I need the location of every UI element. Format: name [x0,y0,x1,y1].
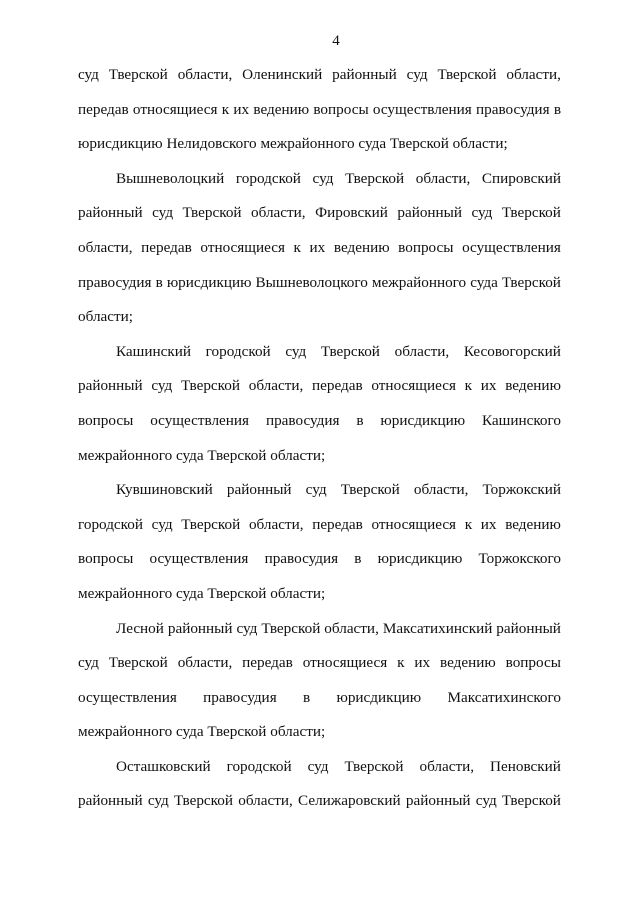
document-body [78,58,561,819]
text-line: городской суд Тверской области, передав относящиеся к их ведению [78,515,561,533]
paragraph-4 [78,473,561,611]
text-line: области, передав относящиеся к их ведению вопросы осуществления [78,238,561,256]
text-line: Осташковский городской суд Тверской области, Пеновский [116,757,561,775]
page-number: 4 [332,33,340,49]
paragraph-5 [78,612,561,750]
text-line: вопросы осуществления правосудия в юрисдикцию Торжокского [78,550,561,568]
text-line: Кашинский городской суд Тверской области, Кесовогорский [116,342,561,360]
text-line: Кувшиновский районный суд Тверской области, Торжокский [116,481,561,499]
text-line: суд Тверской области, Оленинский районный суд Тверской области, [78,66,561,83]
text-line: суд Тверской области, передав относящиеся к их ведению вопросы [78,654,561,672]
text-line: районный суд Тверской области, Фировский районный суд Тверской [78,204,561,222]
text-line: правосудия в юрисдикцию Вышневолоцкого межрайонного суда Тверской [78,273,561,291]
text-line: области; [78,308,133,326]
text-line: межрайонного суда Тверской области; [78,584,326,602]
text-line: межрайонного суда Тверской области; [78,723,326,741]
paragraph-2 [78,162,561,335]
text-line: осуществления правосудия в юрисдикцию Максатихинского [78,688,561,706]
text-line: Лесной районный суд Тверской области, Максатихинский районный [116,619,561,637]
text-line: передав относящиеся к их ведению вопросы осуществления правосудия в [78,100,561,118]
text-line: районный суд Тверской области, передав относящиеся к их ведению [78,377,561,395]
text-line: юрисдикцию Нелидовского межрайонного суда Тверской области; [78,135,508,153]
paragraph-6 [78,750,561,819]
text-line: районный суд Тверской области, Селижаровский районный суд Тверской [78,792,561,810]
paragraph-3 [78,335,561,473]
text-line: межрайонного суда Тверской области; [78,446,326,464]
paragraph-1 [78,58,561,162]
text-line: Вышневолоцкий городской суд Тверской области, Спировский [116,169,561,187]
text-line: вопросы осуществления правосудия в юрисдикцию Кашинского [78,411,561,429]
